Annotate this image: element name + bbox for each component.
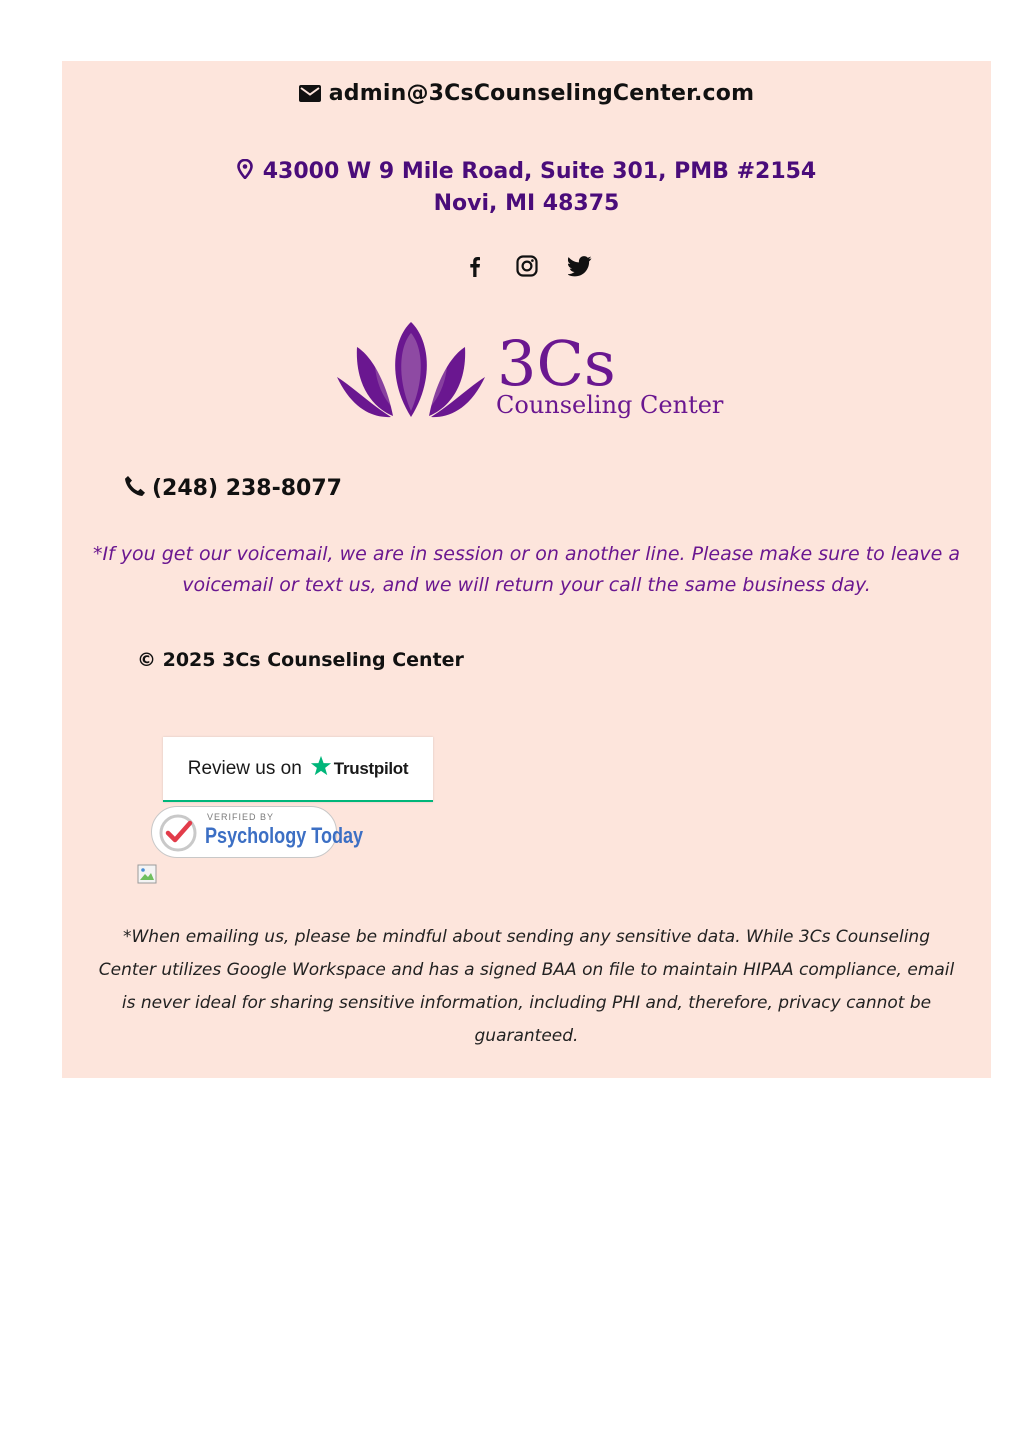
phone-icon (124, 475, 146, 503)
psychology-today-badge[interactable] (151, 806, 364, 858)
trustpilot-brand: Trustpilot (333, 758, 409, 778)
address-line-1: 43000 W 9 Mile Road, Suite 301, PMB #2154 (262, 159, 817, 184)
phone-row[interactable] (124, 475, 342, 503)
trustpilot-badge[interactable] (163, 737, 433, 802)
address-line-2: Novi, MI 48375 (433, 191, 620, 216)
facebook-icon[interactable] (464, 255, 486, 277)
pt-verified-text: VERIFIED BY (207, 812, 275, 822)
email-disclaimer: *When emailing us, please be mindful about sending any sensitive data. While 3Cs Counseling Center utilizes Google Workspace and has a signed BAA on file to maintain HIPAA compliance, email is never ideal for sharing sensitive information, including PHI and, therefore, privacy cannot be guaranteed. (98, 927, 955, 1046)
address-block[interactable] (62, 156, 991, 219)
envelope-icon (299, 83, 321, 108)
trustpilot-review-text: Review us on (187, 757, 302, 779)
logo-subtitle: Counseling Center (496, 391, 724, 419)
logo-title: 3Cs (497, 327, 616, 400)
checkmark-icon (158, 813, 198, 858)
social-links (62, 255, 991, 281)
map-pin-icon (237, 157, 253, 188)
pt-brand-text: Psychology Today (205, 823, 364, 848)
instagram-icon[interactable] (516, 255, 538, 277)
site-footer (62, 61, 991, 1078)
trustpilot-star-icon (310, 755, 332, 782)
voicemail-note: *If you get our voicemail, we are in session or on another line. Please make sure to leave a voicemail or text us, and we will return your call the same business day. (92, 543, 961, 596)
twitter-icon[interactable] (568, 255, 590, 277)
lotus-icon (335, 319, 487, 419)
brand-logo[interactable] (335, 319, 725, 424)
phone-number: (248) 238-8077 (152, 476, 342, 501)
email-link[interactable]: admin@3CsCounselingCenter.com (328, 81, 755, 106)
copyright: © 2025 3Cs Counseling Center (137, 649, 464, 671)
email-row (62, 81, 991, 108)
broken-image-icon (137, 864, 157, 884)
